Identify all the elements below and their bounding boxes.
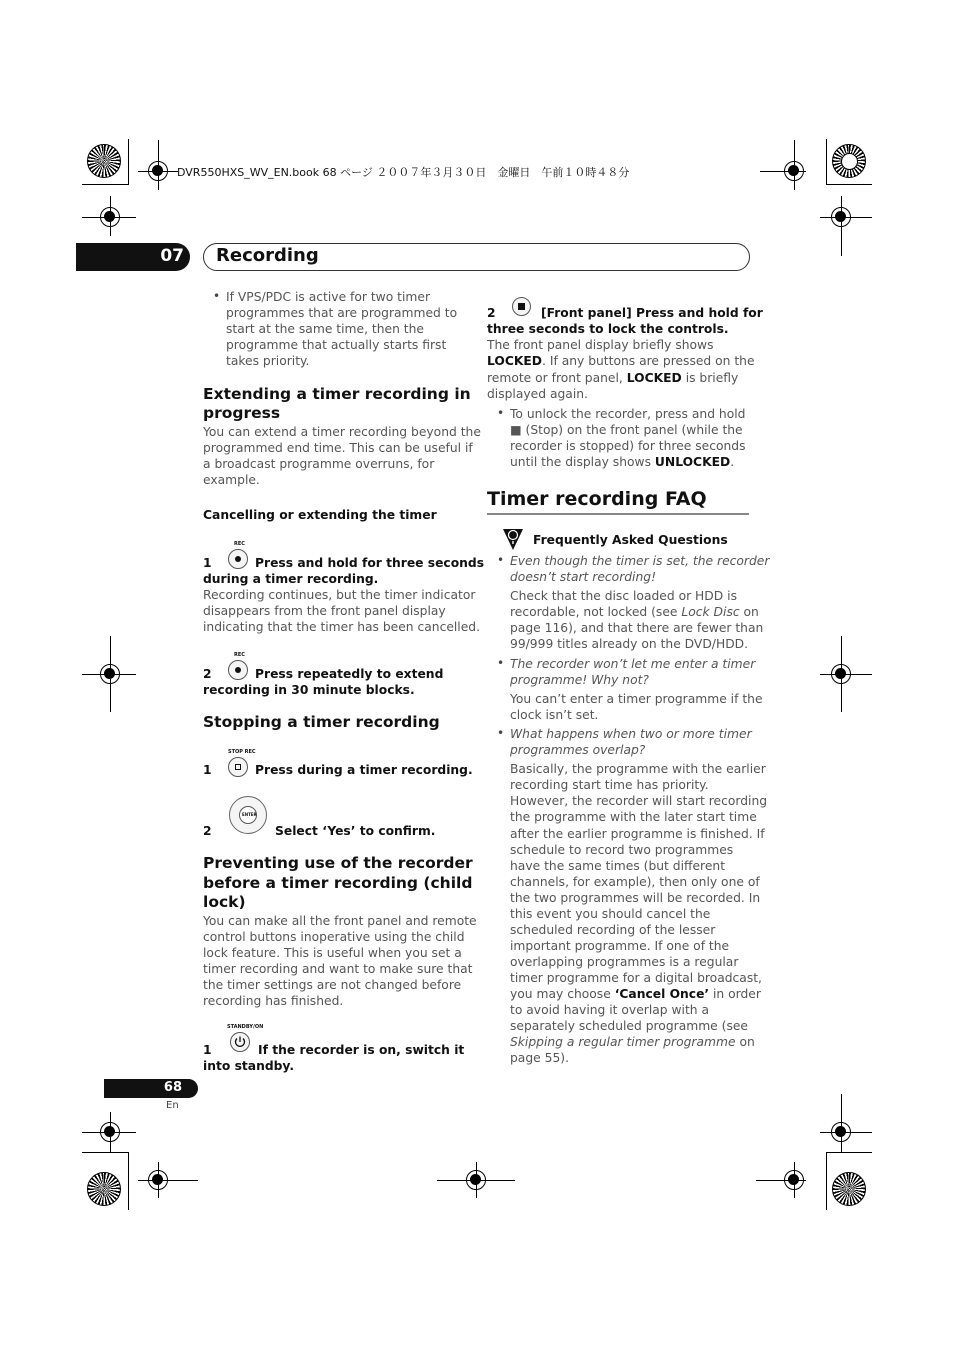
faq-icon — [502, 527, 524, 551]
faq-answer: clock isn’t set. — [510, 708, 599, 722]
crop-rosette-bottom-left — [87, 1172, 121, 1206]
body-text: takes priority. — [226, 354, 310, 368]
faq-answer: the two programmes will be recorded. In — [510, 891, 761, 905]
ref-skipping: Skipping a regular timer programme — [510, 1035, 736, 1049]
cancel-once-text: ‘Cancel Once’ — [614, 987, 710, 1001]
standby-label: STANDBY/ON — [227, 1024, 264, 1030]
crop-rosette-top-left — [87, 144, 121, 178]
body-text: Recording continues, but the timer indicator — [203, 588, 476, 602]
step-number: 1 — [203, 1043, 212, 1057]
faq-answer: after the earlier programme is finished. If — [510, 827, 765, 841]
body-text: disappears from the front panel display — [203, 604, 446, 618]
step-number: 1 — [203, 763, 212, 777]
step-text: during a timer recording. — [203, 572, 379, 586]
faq-answer: Basically, the programme with the earlier — [510, 762, 766, 776]
body-text: control buttons inoperative using the child — [203, 930, 465, 944]
step-number: 2 — [203, 667, 212, 681]
crop-rosette-bottom-right — [832, 1172, 866, 1206]
step-number: 1 — [203, 556, 212, 570]
faq-answer: timer programme for a digital broadcast, — [510, 971, 762, 985]
crop-line — [826, 139, 827, 185]
body-text: ■ (Stop) on the front panel (while the — [510, 423, 743, 437]
crop-line — [128, 1152, 129, 1210]
locked-text: LOCKED — [626, 371, 682, 385]
bullet-dot: • — [497, 553, 505, 567]
faq-answer: separately scheduled programme (see — [510, 1019, 748, 1033]
step-text: recording in 30 minute blocks. — [203, 683, 415, 697]
body-text: start at the same time, then the — [226, 322, 424, 336]
faq-question: Even though the timer is set, the recorder — [510, 554, 770, 568]
step-number: 2 — [487, 306, 496, 320]
faq-answer: page 55). — [510, 1051, 569, 1065]
faq-answer: to avoid having it overlap with a — [510, 1003, 710, 1017]
body-text: example. — [203, 473, 260, 487]
faq-answer: you may choose ‘Cancel Once’ in order — [510, 987, 761, 1001]
page-lang: En — [166, 1100, 179, 1111]
crop-line — [82, 184, 128, 185]
faq-answer: scheduled recording of the lesser — [510, 923, 716, 937]
bullet-dot: • — [213, 289, 221, 303]
faq-question: programmes overlap? — [510, 743, 646, 757]
step-text: Press during a timer recording. — [255, 763, 473, 777]
locked-text: LOCKED — [487, 354, 543, 368]
step-number: 2 — [203, 824, 212, 838]
crop-rosette-top-right — [832, 144, 866, 178]
step-text: Select ‘Yes’ to confirm. — [275, 824, 436, 838]
body-text: recording has finished. — [203, 994, 344, 1008]
faq-answer: overlapping programmes is a regular — [510, 955, 739, 969]
bullet-dot: • — [497, 726, 505, 740]
faq-heading: Timer recording FAQ — [487, 488, 707, 510]
stop-rec-button-icon — [228, 757, 248, 777]
faq-answer: 99/999 titles already on the DVD/HDD. — [510, 637, 749, 651]
body-text: programme that actually starts first — [226, 338, 447, 352]
faq-answer: You can’t enter a timer programme if the — [510, 692, 763, 706]
faq-answer: have the same times (but different — [510, 859, 726, 873]
section-heading: Preventing use of the recorder — [203, 854, 473, 872]
body-text: the timer settings are not changed before — [203, 978, 462, 992]
chapter-title-bar — [203, 243, 750, 271]
unlocked-text: UNLOCKED — [654, 455, 731, 469]
section-heading: lock) — [203, 893, 246, 911]
bullet-dot: • — [497, 656, 505, 670]
body-text: If VPS/PDC is active for two timer — [226, 290, 431, 304]
body-text: indicating that the timer has been cancelled. — [203, 620, 481, 634]
bullet-dot: • — [497, 406, 505, 420]
faq-answer: the programme with the later start time — [510, 810, 757, 824]
print-header: DVR550HXS_WV_EN.book 68 ページ ２００７年３月３０日 金曜日 午前１０時４８分 — [177, 166, 630, 179]
faq-answer: recording start time has priority. — [510, 778, 709, 792]
step-text: [Front panel] Press and hold for — [541, 306, 763, 320]
faq-answer: schedule to record two programmes — [510, 843, 734, 857]
stop-button-icon — [512, 297, 531, 316]
body-text: LOCKED. If any buttons are pressed on the — [487, 354, 755, 368]
body-text: a broadcast programme overruns, for — [203, 457, 435, 471]
faq-answer: However, the recorder will start recording — [510, 794, 768, 808]
crop-line — [128, 139, 129, 185]
faq-answer: this event you should cancel the — [510, 907, 711, 921]
faq-answer: important programme. If one of the — [510, 939, 730, 953]
faq-question: doesn’t start recording! — [510, 570, 656, 584]
rec-label: REC — [234, 652, 245, 658]
faq-answer: recordable, not locked (see Lock Disc on — [510, 605, 759, 619]
faq-question: The recorder won’t let me enter a timer — [510, 657, 756, 671]
faq-answer: Skipping a regular timer programme on — [510, 1035, 755, 1049]
body-text: displayed again. — [487, 387, 588, 401]
page-number-tab — [104, 1079, 198, 1098]
enter-label: ENTER — [242, 812, 257, 817]
body-text: programmed end time. This can be useful if — [203, 441, 473, 455]
step-text: into standby. — [203, 1059, 294, 1073]
section-heading: Stopping a timer recording — [203, 713, 440, 731]
chapter-number: 07 — [160, 246, 184, 266]
chapter-tab — [76, 243, 190, 271]
body-text: You can make all the front panel and remote — [203, 914, 477, 928]
crop-line — [826, 1152, 827, 1210]
faq-question: programme! Why not? — [510, 673, 649, 687]
chapter-title: Recording — [216, 245, 319, 266]
step-text: Press repeatedly to extend — [255, 667, 444, 681]
page-number: 68 — [163, 1080, 182, 1095]
rec-label: REC — [234, 541, 245, 547]
body-text: remote or front panel, LOCKED is briefly — [487, 371, 739, 385]
crop-line — [82, 1152, 128, 1153]
body-text: You can extend a timer recording beyond the — [203, 425, 481, 439]
faq-question: What happens when two or more timer — [510, 727, 752, 741]
body-text: recorder is stopped) for three seconds — [510, 439, 746, 453]
rec-button-icon — [228, 660, 248, 680]
step-text: If the recorder is on, switch it — [258, 1043, 465, 1057]
stop-rec-label: STOP REC — [228, 749, 256, 755]
subheading: Cancelling or extending the timer — [203, 508, 437, 522]
faq-answer: page 116), and that there are fewer than — [510, 621, 764, 635]
faq-answer: channels, for example), then only one of — [510, 875, 760, 889]
body-text: The front panel display briefly shows — [487, 338, 714, 352]
body-text: programmes that are programmed to — [226, 306, 458, 320]
crop-line — [826, 184, 872, 185]
body-text: lock feature. This is useful when you set a — [203, 946, 462, 960]
faq-answer: Check that the disc loaded or HDD is — [510, 589, 737, 603]
body-text: until the display shows UNLOCKED. — [510, 455, 735, 469]
section-heading: before a timer recording (child — [203, 874, 473, 892]
crop-line — [826, 1152, 872, 1153]
step-text: three seconds to lock the controls. — [487, 322, 729, 336]
ref-lock-disc: Lock Disc — [681, 605, 740, 619]
step-text: Press and hold for three seconds — [255, 556, 485, 570]
section-heading: progress — [203, 404, 281, 422]
section-heading: Extending a timer recording in — [203, 385, 471, 403]
body-text: timer recording and want to make sure that — [203, 962, 473, 976]
body-text: To unlock the recorder, press and hold — [510, 407, 746, 421]
rec-button-icon — [228, 549, 248, 569]
power-button-icon — [230, 1032, 250, 1052]
enter-joystick-icon — [229, 796, 267, 834]
faq-subheading: Frequently Asked Questions — [533, 533, 728, 547]
faq-rule — [487, 513, 749, 515]
